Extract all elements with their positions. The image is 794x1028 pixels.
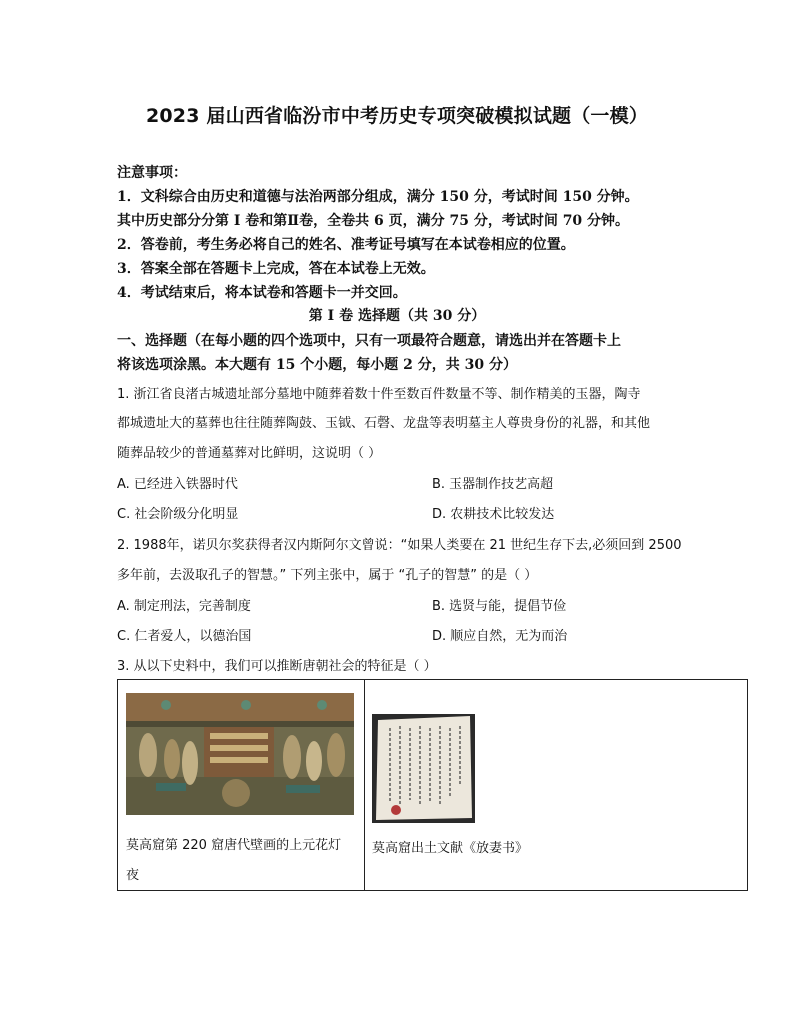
notice-item: 4．考试结束后，将本试卷和答题卡一并交回。 [117,285,407,301]
manuscript-image [372,714,475,823]
notice-item: 其中历史部分分第 I 卷和第Ⅱ卷，全卷共 6 页，满分 75 分，考试时间 70 分钟。 [117,213,630,229]
question-1-text: 随葬品较少的普通墓葬对比鲜明，这说明（ ） [117,446,382,461]
question-1-option-b[interactable]: B. 玉器制作技艺高超 [432,477,554,492]
question-1-text: 都城遗址大的墓葬也往往随葬陶鼓、玉钺、石磬、龙盘等表明墓主人尊贵身份的礼器，和其他 [117,416,651,431]
question-1-text: 1. 浙江省良渚古城遗址部分墓地中随葬着数十件至数百件数量不等、制作精美的玉器，陶寺 [117,387,641,402]
notice-item: 2．答卷前，考生务必将自己的姓名、准考证号填写在本试卷相应的位置。 [117,237,575,253]
question-1-option-c[interactable]: C. 社会阶级分化明显 [117,507,239,522]
section-title: 第 I 卷 选择题（共 30 分） [308,308,486,324]
part-instructions: 一、选择题（在每小题的四个选项中，只有一项最符合题意，请选出并在答题卡上 [117,333,621,349]
question-1-option-d[interactable]: D. 农耕技术比较发达 [432,507,555,522]
table-divider [364,680,365,890]
question-2-option-a[interactable]: A. 制定刑法，完善制度 [117,599,251,614]
source-table [117,679,748,891]
question-2-option-d[interactable]: D. 顺应自然，无为而治 [432,629,568,644]
question-3-text: 3. 从以下史料中，我们可以推断唐朝社会的特征是（ ） [117,659,437,674]
part-instructions: 将该选项涂黑。本大题有 15 个小题，每小题 2 分，共 30 分） [117,357,517,373]
exam-title: 2023 届山西省临汾市中考历史专项突破模拟试题（一模） [145,105,649,127]
question-2-text: 多年前，去汲取孔子的智慧。” 下列主张中，属于 “孔子的智慧” 的是（ ） [117,568,538,583]
mural-image [126,693,354,815]
mural-caption: 夜 [126,868,140,883]
question-2-text: 2. 1988年，诺贝尔奖获得者汉内斯阿尔文曾说：“如果人类要在 21 世纪生存下去,必须回到 2500 [117,538,682,553]
notice-heading: 注意事项： [117,165,187,181]
notice-item: 1．文科综合由历史和道德与法治两部分组成，满分 150 分，考试时间 150 分钟。 [117,189,639,205]
question-2-option-c[interactable]: C. 仁者爱人，以德治国 [117,629,252,644]
mural-caption: 莫高窟第 220 窟唐代壁画的上元花灯 [126,838,342,853]
question-2-option-b[interactable]: B. 选贤与能，提倡节俭 [432,599,567,614]
notice-item: 3．答案全部在答题卡上完成，答在本试卷上无效。 [117,261,435,277]
manuscript-caption: 莫高窟出土文献《放妻书》 [372,841,529,856]
question-1-option-a[interactable]: A. 已经进入铁器时代 [117,477,238,492]
